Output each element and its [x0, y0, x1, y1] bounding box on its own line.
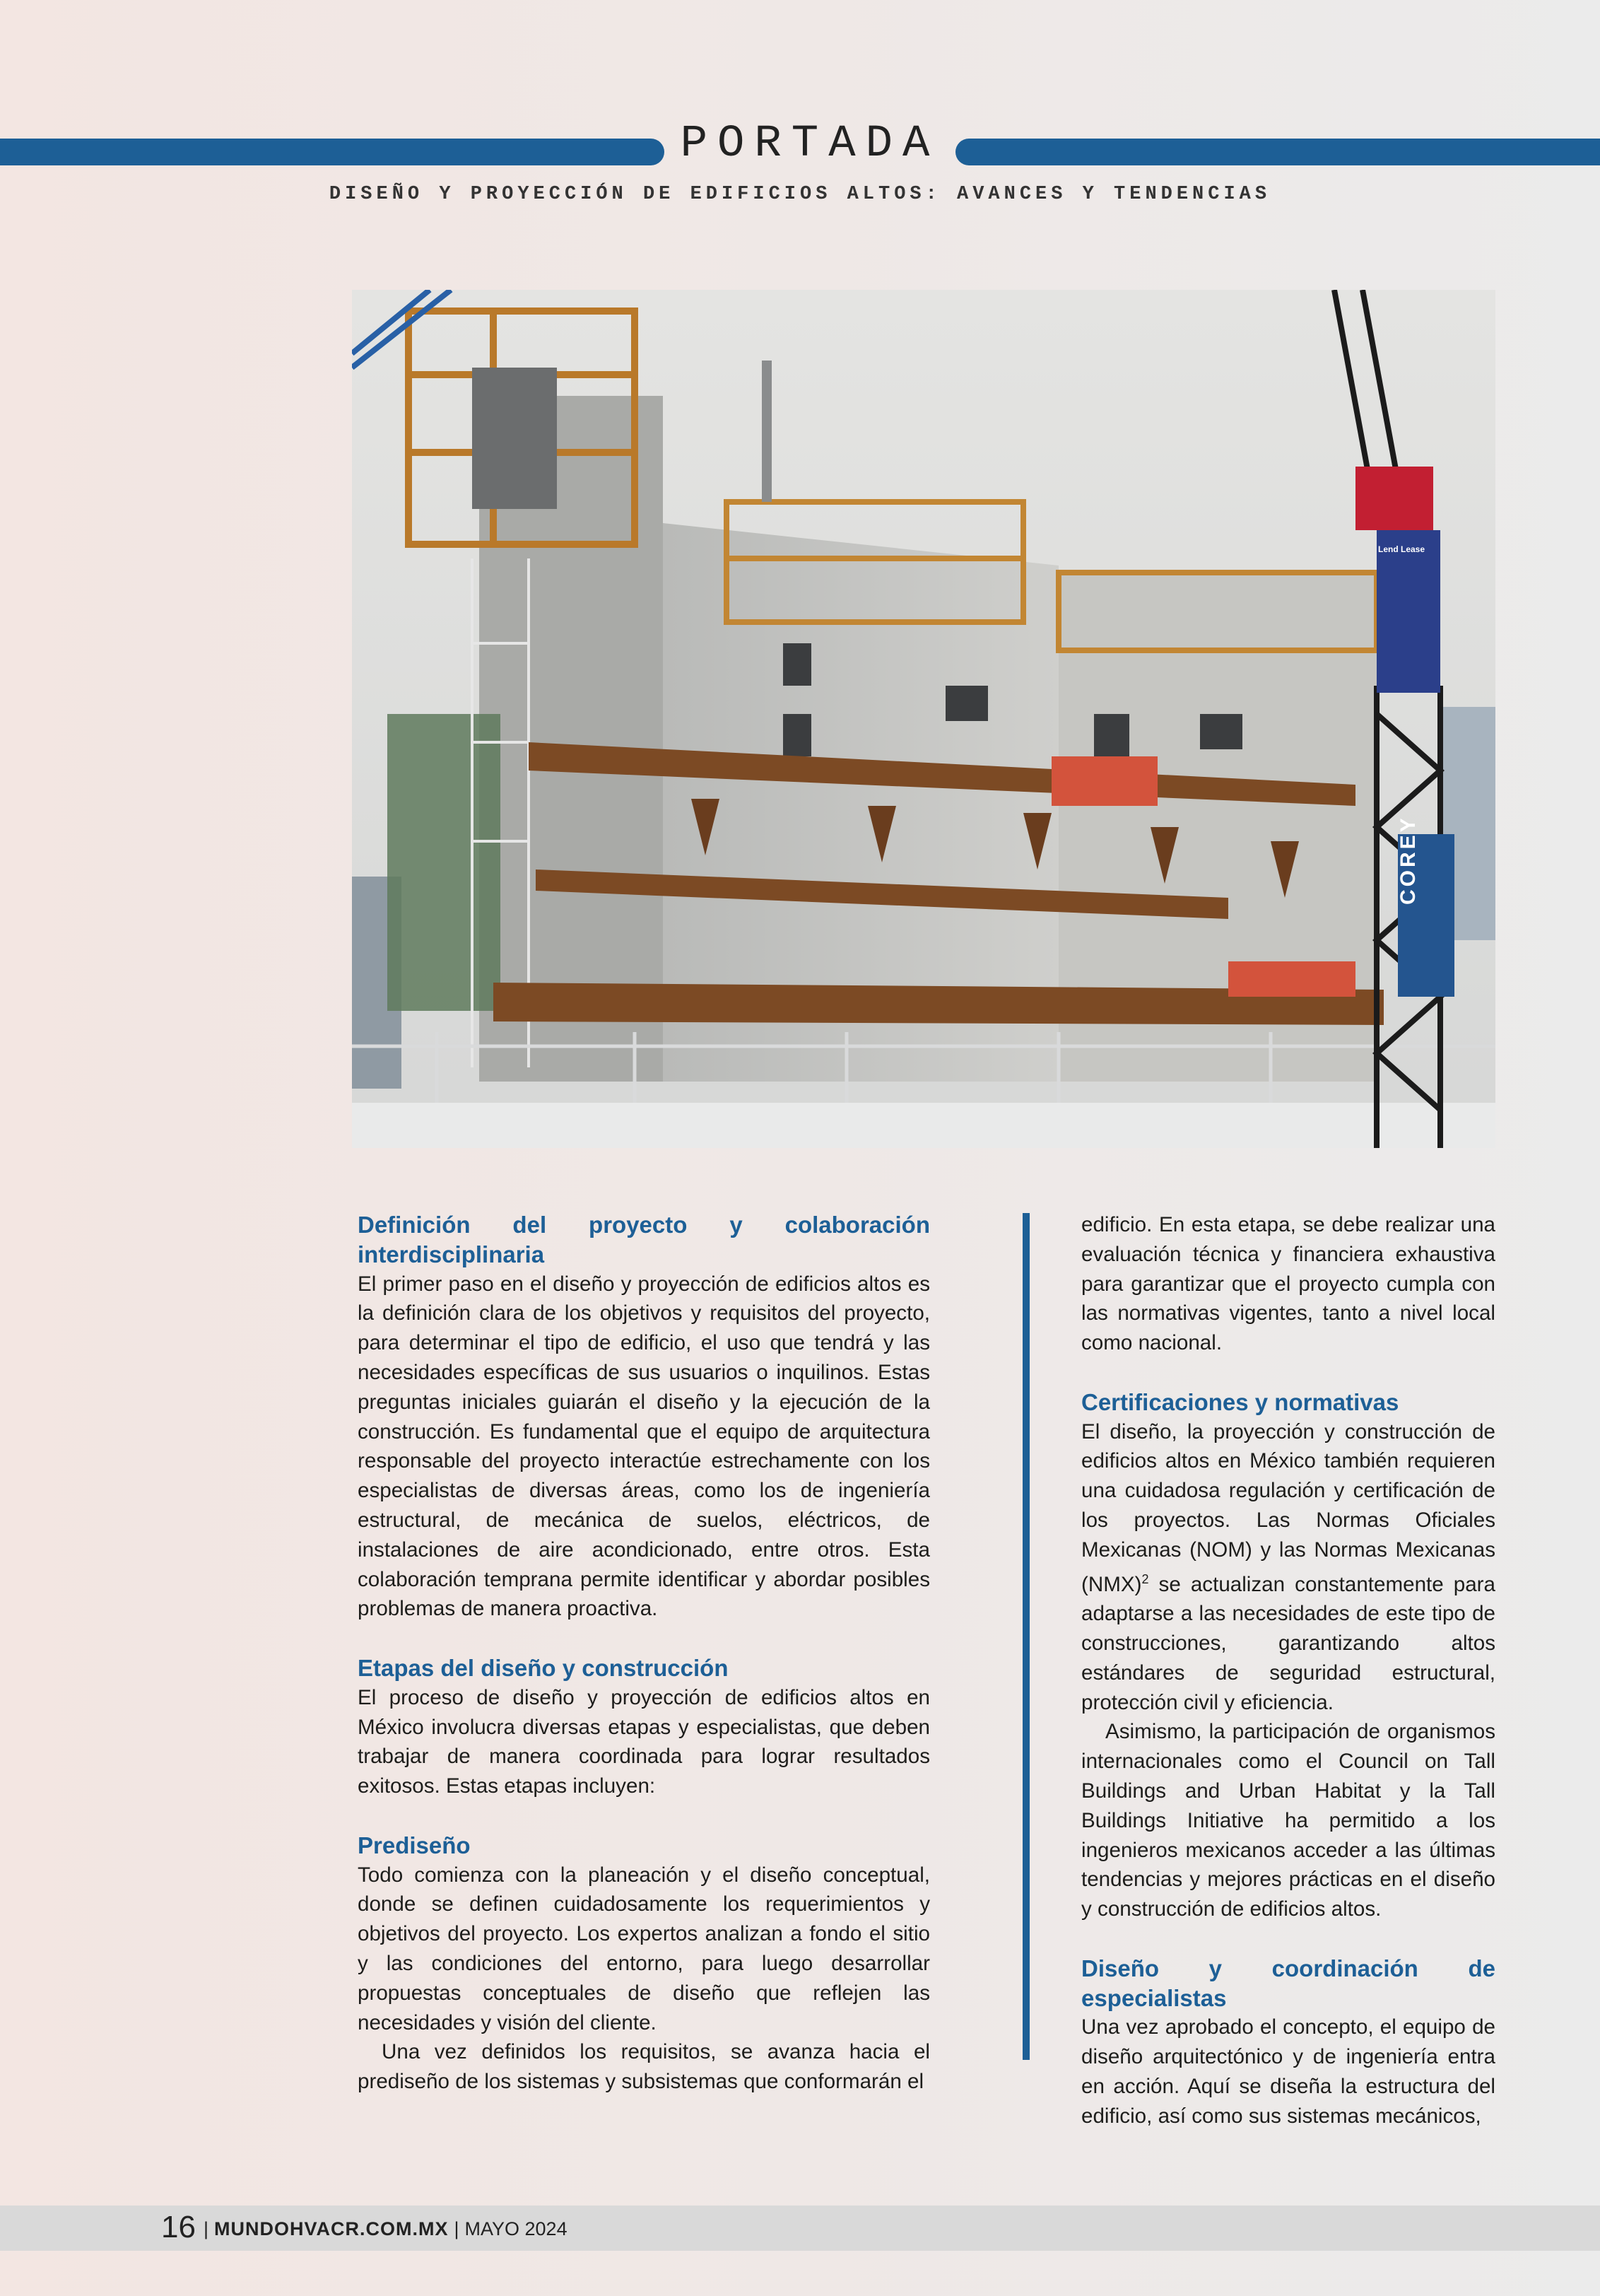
article-subtitle: DISEÑO Y PROYECCIÓN DE EDIFICIOS ALTOS: AVANCES Y TENDENCIAS	[329, 184, 1271, 205]
paragraph-certificaciones: El diseño, la proyección y construcción de edificios altos en México también requieren una cuidadosa regulación y certificación de los proyectos. Las Normas Oficiales Mexicanas (NOM) y las Normas Mexicanas (NMX)$^2$ se actualizan constantemente para adaptarse a las necesidades de este tipo de construcciones, garantizando altos estándares de seguridad estructural, protección civil y eficiencia.	[1081, 1419, 1495, 1714]
footer-date: MAYO 2024	[464, 2218, 567, 2239]
column-divider	[1023, 1213, 1030, 2060]
paragraph-diseno-coordinacion: Una vez aprobado el concepto, el equipo de diseño arquitectónico y de ingeniería entra en acción. Aquí se diseña la estructura del edificio, así como sus sistemas mecánicos,	[1081, 2015, 1495, 2128]
paragraph-prediseno-2: Una vez definidos los requisitos, se avanza hacia el prediseño de los sistemas y subsistemas que conformarán el	[358, 2040, 930, 2094]
paragraph-definicion: El primer paso en el diseño y proyección de edificios altos es la definición clara de los objetivos y requisitos del proyecto, para determinar el tipo de edificio, el uso que tendrá y las necesidades específicas de sus usuarios o inquilinos. Estas preguntas iniciales guiarán el diseño y la ejecución de la construcción. Es fundamental que el equipo de arquitectura responsable del proyecto interactúe estrechamente con los especialistas de diversas áreas, como los de ingeniería estructural, de mecánica de suelos, eléctricos, de instalaciones de aire acondicionado, entre otros. Esta colaboración temprana permite identificar y abordar posibles problemas de manera proactiva.	[358, 1272, 930, 1621]
header-bar-right	[955, 139, 1600, 165]
page-number: 16	[161, 2210, 196, 2244]
heading-etapas: Etapas del diseño y construcción	[358, 1654, 729, 1681]
heading-definicion: Definición del proyecto y colaboración interdisciplinaria	[358, 1212, 930, 1267]
footer-site-link[interactable]: MUNDOHVACR.COM.MX	[214, 2218, 449, 2239]
paragraph-organismos: Asimismo, la participación de organismos internacionales como el Council on Tall Buildings and Urban Habitat y la Tall Buildings Initiative ha permitido a los ingenieros mexicanos acceder a las últimas tendencias y mejores prácticas en el diseño y construcción de edificios altos.	[1081, 1720, 1495, 1921]
crane-banner-corey: COREY	[1396, 815, 1420, 905]
heading-prediseno: Prediseño	[358, 1832, 471, 1858]
heading-diseno-coordinacion: Diseño y coordinación de especialistas	[1081, 1955, 1495, 2011]
heading-certificaciones: Certificaciones y normativas	[1081, 1388, 1399, 1415]
right-column	[1081, 1210, 1495, 2131]
section-title: PORTADA	[680, 119, 940, 170]
paragraph-etapas: El proceso de diseño y proyección de edificios altos en México involucra diversas etapas y especialistas, que deben trabajar de manera coordinada para lograr resultados exitosos. Estas etapas incluyen:	[358, 1685, 930, 1798]
left-column	[358, 1210, 930, 2097]
construction-photo	[352, 290, 1495, 1148]
crane-banner-lendlease: Lend Lease	[1378, 544, 1425, 554]
header-bar-left	[0, 139, 664, 165]
footer-text: | MUNDOHVACR.COM.MX | MAYO 2024	[204, 2218, 567, 2239]
paragraph-prediseno: Todo comienza con la planeación y el diseño conceptual, donde se definen cuidadosamente los requerimientos y objetivos del proyecto. Los expertos analizan a fondo el sitio y las condiciones del entorno, para luego desarrollar propuestas conceptuales de diseño que reflejen las necesidades y visión del cliente.	[358, 1863, 930, 2034]
paragraph-continuacion: edificio. En esta etapa, se debe realizar una evaluación técnica y financiera exhaustiva para garantizar que el proyecto cumpla con las normativas vigentes, tanto a nivel local como nacional.	[1081, 1213, 1495, 1355]
